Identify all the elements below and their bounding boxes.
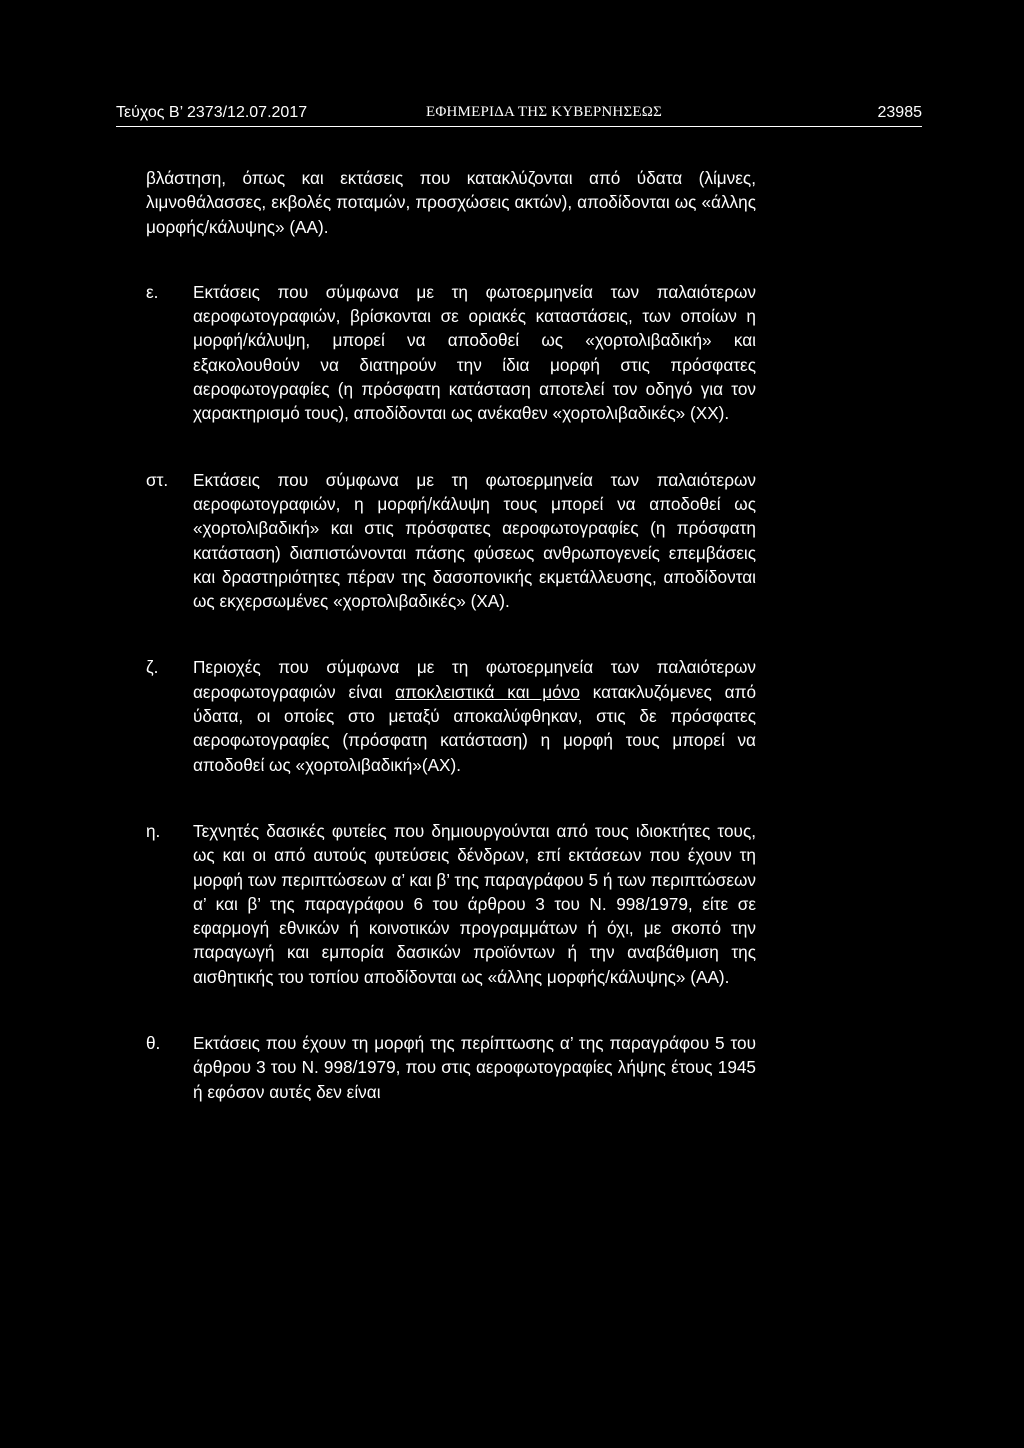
underlined-emphasis: αποκλειστικά και μόνο <box>395 681 580 702</box>
list-item-z <box>146 655 756 776</box>
item-text: Εκτάσεις που σύμφωνα με τη φωτοερμηνεία των παλαιότερων αεροφωτογραφιών, η μορφή/κάλυψη τους μπορεί να αποδοθεί ως «χορτολιβαδική» και στις πρόσφατες αεροφωτογραφίες (η πρόσφατη κατάσταση) διαπιστώνονται πάσης φύσεως ανθρωπογενείς επεμβάσεις και δραστηριότητες πέραν της δασοπονικής εκμετάλλευσης, αποδίδονται ως εκχερσωμένες «χορτολιβαδικές» (ΧΑ). <box>193 469 756 612</box>
item-marker: ζ. <box>146 657 159 678</box>
item-text <box>193 657 756 774</box>
item-text-after: κατακλυζόμενες από ύδατα, οι οποίες στο μεταξύ αποκαλύφθηκαν, στις δε πρόσφατες αεροφωτογραφίες (πρόσφατη κατάσταση) η μορφή τους μπορεί να αποδοθεί ως «χορτολιβαδική»(ΑΧ). <box>193 681 756 775</box>
item-text: Εκτάσεις που έχουν τη μορφή της περίπτωσης α’ της παραγράφου 5 του άρθρου 3 του Ν. 998/1979, που στις αεροφωτογραφίες λήψης έτους 1945 ή εφόσον αυτές δεν είναι <box>193 1033 756 1102</box>
list-item-e <box>146 280 756 426</box>
item-marker: η. <box>146 820 161 841</box>
list-item-st <box>146 468 756 614</box>
list-item-th <box>146 1031 756 1104</box>
intro-paragraph: βλάστηση, όπως και εκτάσεις που κατακλύζονται από ύδατα (λίμνες, λιμνοθάλασσες, εκβολές ποταμών, προσχώσεις ακτών), αποδίδονται ως «άλλης μορφής/κάλυψης» (ΑΑ). <box>146 168 756 237</box>
list-item-i <box>146 819 756 989</box>
item-text-before: Περιοχές που σύμφωνα με τη φωτοερμηνεία των παλαιότερων αεροφωτογραφιών είναι <box>193 657 756 702</box>
item-text: Τεχνητές δασικές φυτείες που δημιουργούνται από τους ιδιοκτήτες τους, ως και οι από αυτούς φυτεύσεις δένδρων, επί εκτάσεων που έχουν τη μορφή των περιπτώσεων α’ και β’ της παραγράφου 5 ή των περιπτώσεων α’ και β’ της παραγράφου 6 του άρθρου 3 του Ν. 998/1979, είτε σε εφαρμογή εθνικών ή κοινοτικών προγραμμάτων ή όχι, με σκοπό την παραγωγή και εμπορία δασικών προϊόντων ή την αναβάθμιση της αισθητικής του τοπίου αποδίδονται ως «άλλης μορφής/κάλυψης» (ΑΑ). <box>193 820 756 987</box>
document-body <box>146 166 756 1104</box>
item-text: Εκτάσεις που σύμφωνα με τη φωτοερμηνεία των παλαιότερων αεροφωτογραφιών, βρίσκονται σε οριακές καταστάσεις, των οποίων η μορφή/κάλυψη, μπορεί να αποδοθεί ως «χορτολιβαδική» και εξακολουθούν να διατηρούν την ίδια μορφή στις πρόσφατες αεροφωτογραφίες (η πρόσφατη κατάσταση αποτελεί τον οδηγό για τον χαρακτηρισμό τους), αποδίδονται ως ανέκαθεν «χορτολιβαδικές» (ΧΧ). <box>193 281 756 424</box>
issue-reference: Τεύχος Β’ 2373/12.07.2017 <box>116 104 308 121</box>
item-marker: ε. <box>146 281 159 302</box>
item-marker: στ. <box>146 469 169 490</box>
page-header <box>116 100 922 127</box>
item-marker: θ. <box>146 1033 161 1054</box>
page-number: 23985 <box>877 104 922 121</box>
journal-title: ΕΦΗΜΕΡΙΔΑ ΤΗΣ ΚΥΒΕΡΝΗΣΕΩΣ <box>426 104 663 120</box>
